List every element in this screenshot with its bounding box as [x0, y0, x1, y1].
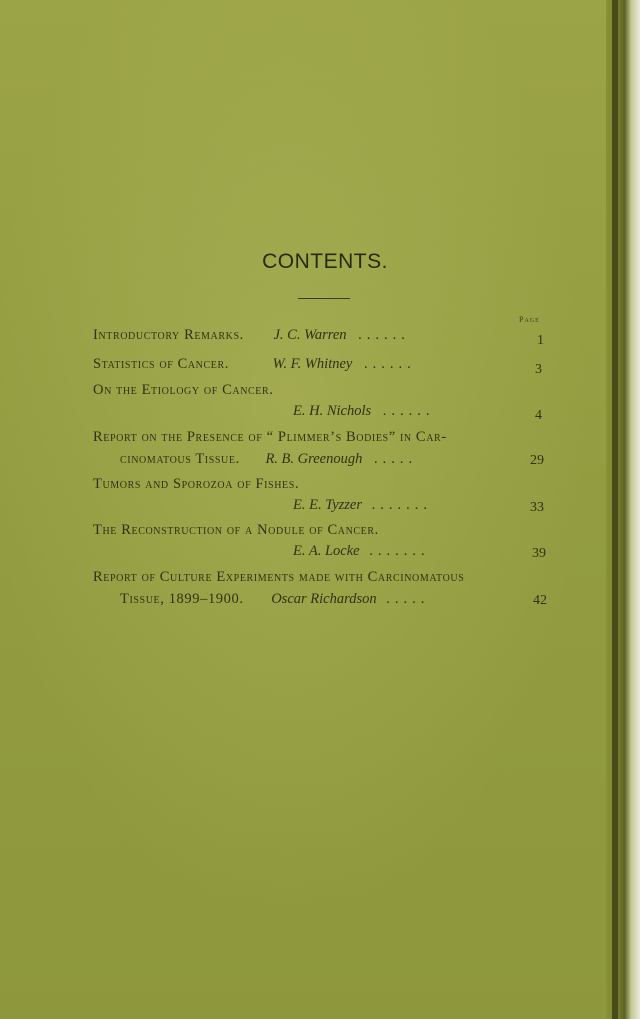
- toc-entry-continuation-line: [120, 591, 429, 608]
- entry-title: Statistics of Cancer.: [93, 356, 229, 372]
- entry-title: Introductory Remarks.: [93, 327, 244, 343]
- entry-author: W. F. Whitney: [272, 356, 353, 372]
- dot-leader: ......: [363, 356, 416, 372]
- page-column-heading: Page: [519, 315, 540, 324]
- dot-leader: ......: [382, 403, 435, 419]
- toc-entry-plimmers-bodies: [93, 429, 447, 446]
- entry-author: Oscar Richardson: [271, 591, 377, 607]
- entry-title-line1: Report of Culture Experiments made with Carcinomatous: [93, 569, 465, 585]
- toc-entry-culture-experiments: [93, 569, 464, 586]
- entry-title: The Reconstruction of a Nodule of Cancer.: [93, 522, 379, 538]
- entry-title: Tumors and Sporozoa of Fishes.: [93, 476, 300, 492]
- entry-page-number: 42: [533, 593, 547, 608]
- dot-leader: .......: [371, 497, 433, 513]
- toc-entry-reconstruction-nodule: [93, 522, 379, 539]
- entry-page-number: 39: [532, 546, 546, 561]
- entry-author: R. B. Greenough: [265, 451, 363, 467]
- dot-leader: .....: [386, 591, 430, 607]
- entry-author: E. H. Nichols: [293, 403, 372, 419]
- entry-page-number: 1: [537, 333, 544, 348]
- entry-title-line2: cinomatous Tissue.: [120, 451, 240, 467]
- toc-entry-etiology-of-cancer: [93, 382, 274, 399]
- entry-page-number: 33: [530, 500, 544, 515]
- toc-entry-tumors-sporozoa: [93, 476, 299, 493]
- entry-page-number: 4: [535, 408, 542, 423]
- entry-title-line2: Tissue, 1899–1900.: [120, 591, 244, 607]
- entry-title: On the Etiology of Cancer.: [93, 382, 274, 398]
- title-rule: [298, 298, 350, 299]
- page-edge-shadow: [612, 0, 618, 1019]
- entry-author: E. A. Locke: [293, 543, 360, 559]
- toc-entry-continuation-line: [120, 451, 417, 468]
- toc-entry-author-line: [293, 403, 435, 420]
- toc-entry-author-line: [293, 497, 432, 514]
- entry-title-line1: Report on the Presence of “ Plimmer’s Bodies” in Car-: [93, 429, 447, 445]
- toc-entry-statistics-of-cancer: [93, 356, 416, 373]
- entry-page-number: 29: [530, 453, 544, 468]
- page-title: CONTENTS.: [262, 250, 388, 273]
- toc-entry-introductory-remarks: [93, 327, 410, 344]
- dot-leader: .......: [369, 543, 430, 559]
- dot-leader: .....: [373, 451, 418, 467]
- dot-leader: ......: [358, 327, 410, 343]
- entry-author: J. C. Warren: [273, 327, 347, 343]
- entry-author: E. E. Tyzzer: [293, 497, 363, 513]
- toc-entry-author-line: [293, 543, 430, 560]
- entry-page-number: 3: [535, 362, 542, 377]
